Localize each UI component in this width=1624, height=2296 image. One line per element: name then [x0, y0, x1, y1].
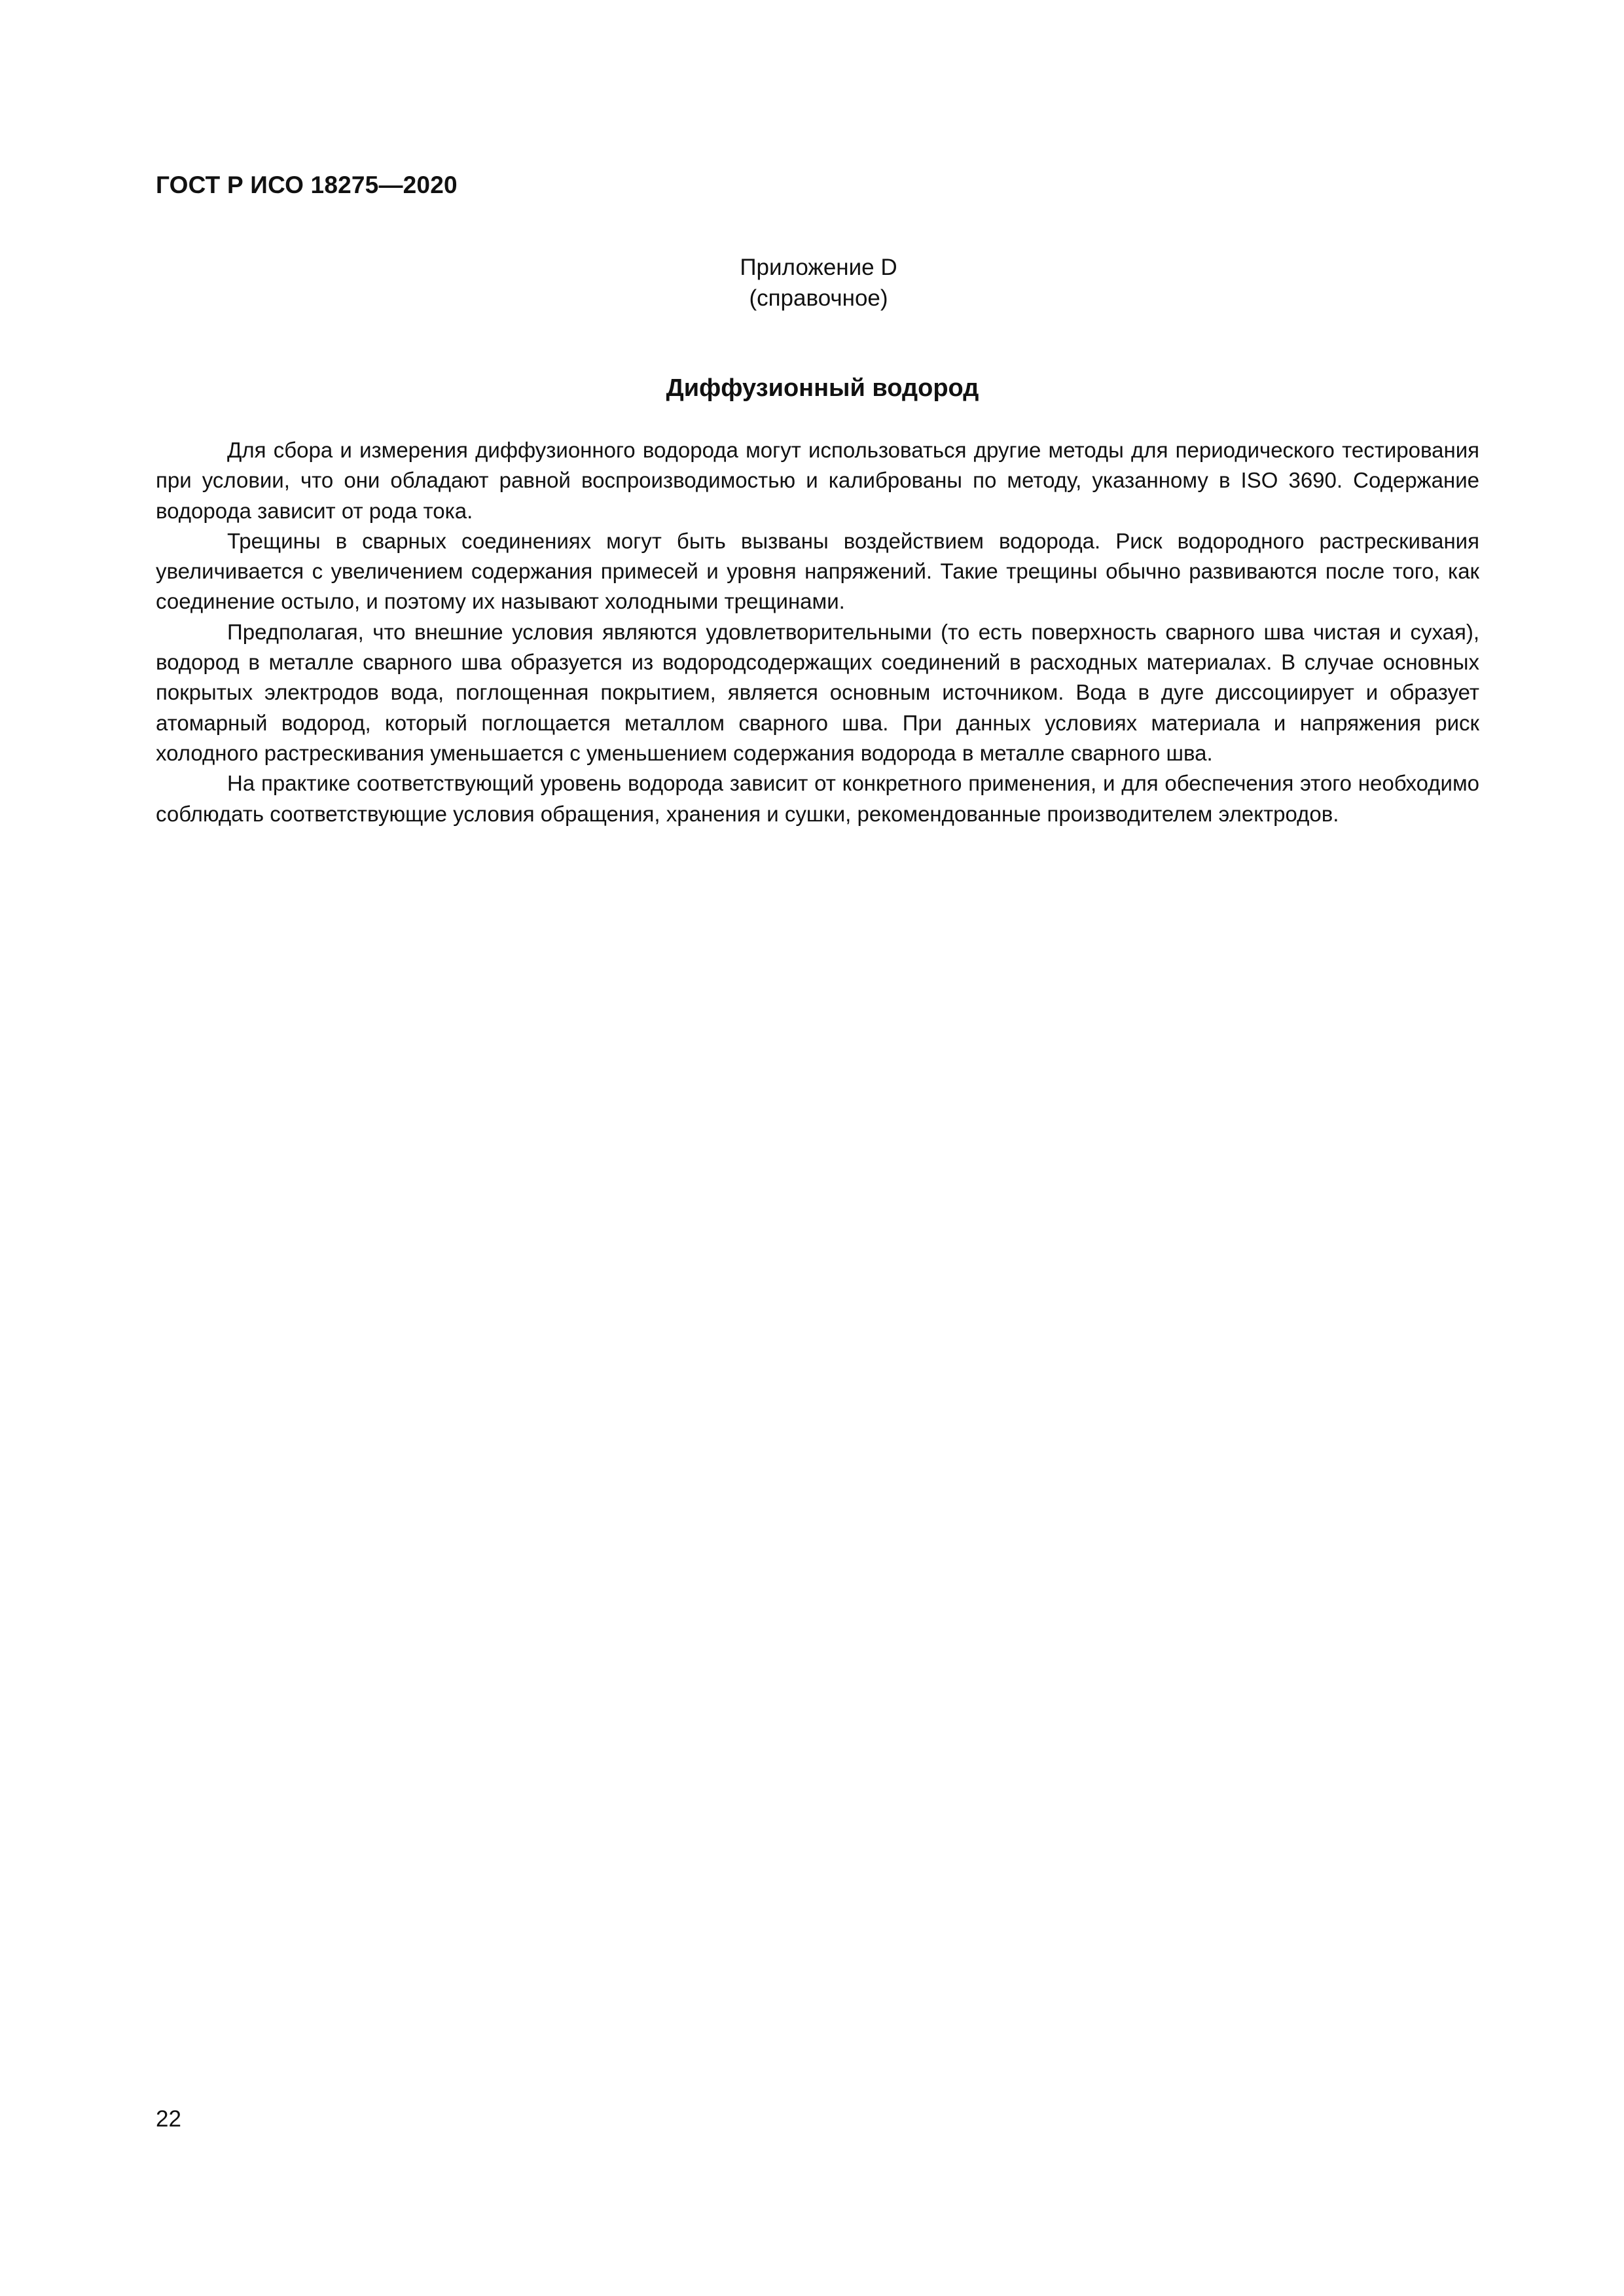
appendix-heading [0, 252, 1624, 314]
section-title: Диффузионный водород [666, 374, 979, 402]
appendix-type: (справочное) [749, 285, 888, 311]
body-text [156, 435, 1479, 829]
paragraph: На практике соответствующий уровень водорода зависит от конкретного применения, и для обеспечения этого необходимо соблюдать соответствующие условия обращения, хранения и сушки, рекомендованные производителем электродов. [156, 771, 1479, 826]
paragraph: Трещины в сварных соединениях могут быть вызваны воздействием водорода. Риск водородного растрескивания увеличивается с увеличением содержания примесей и уровня напряжений. Такие трещины обычно развиваются после того, как соединение остыло, и поэтому их называют холодными трещинами. [156, 528, 1479, 614]
appendix-label: Приложение D [740, 255, 897, 280]
document-code: ГОСТ Р ИСО 18275—2020 [156, 171, 458, 198]
paragraph: Предполагая, что внешние условия являются удовлетворительными (то есть поверхность сварного шва чистая и сухая), водород в металле сварного шва образуется из водородсодержащих соединений в расходных материалах. В случае основных покрытых электродов вода, поглощенная покрытием, является основным источником. Вода в дуге диссоциирует и образует атомарный водород, который поглощается металлом сварного шва. При данных условиях материала и напряжения риск холодного растрескивания уменьшается с уменьшением содержания водорода в металле сварного шва. [156, 619, 1479, 765]
paragraph: Для сбора и измерения диффузионного водорода могут использоваться другие методы для периодического тестирования при условии, что они обладают равной воспроизводимостью и калиброваны по методу, указанному в ISO 3690. Содержание водорода зависит от рода тока. [156, 438, 1479, 523]
page-number: 22 [156, 2106, 181, 2132]
